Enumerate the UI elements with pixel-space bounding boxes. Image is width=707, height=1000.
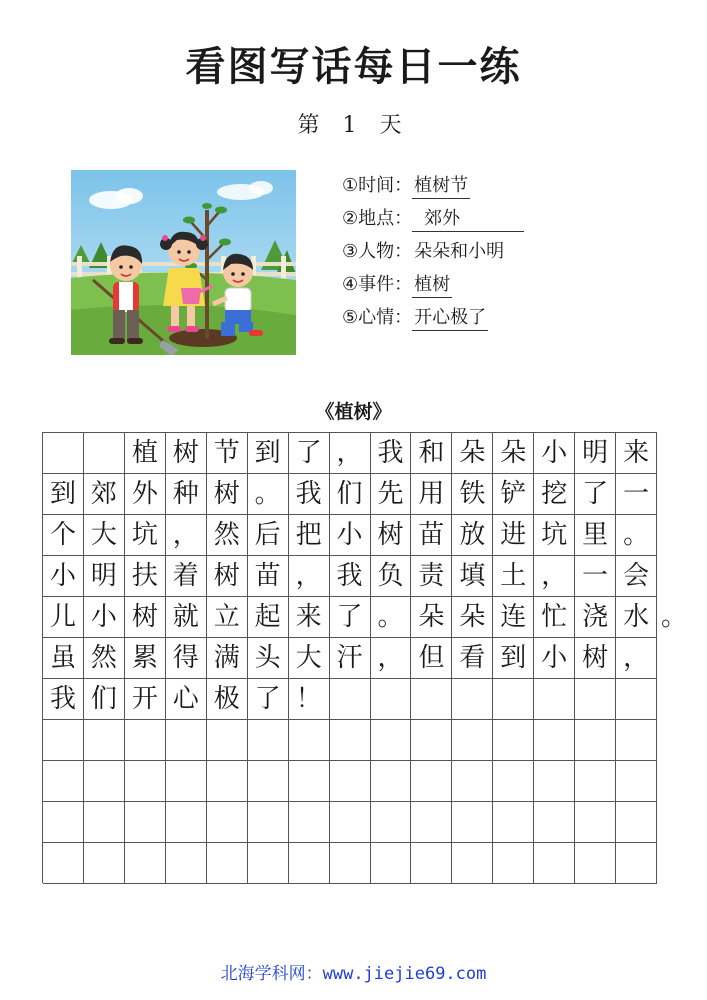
grid-cell: 得	[166, 638, 207, 679]
grid-cell	[534, 720, 575, 761]
grid-cell: 来	[289, 597, 330, 638]
grid-cell	[411, 802, 452, 843]
grid-cell	[575, 720, 616, 761]
grid-cell: 把	[289, 515, 330, 556]
grid-cell: 心	[166, 679, 207, 720]
grid-cell: 我	[289, 474, 330, 515]
grid-cell: 我	[330, 556, 371, 597]
grid-cell	[125, 802, 166, 843]
grid-cell	[411, 843, 452, 884]
grid-cell	[411, 720, 452, 761]
grid-cell	[248, 843, 289, 884]
grid-cell: 着	[166, 556, 207, 597]
grid-cell	[43, 433, 84, 474]
grid-cell	[166, 761, 207, 802]
grid-cell	[248, 761, 289, 802]
grid-cell	[43, 843, 84, 884]
grid-cell: ，	[371, 638, 412, 679]
grid-cell: 忙	[534, 597, 575, 638]
info-label: ⑤心情：	[342, 307, 413, 328]
grid-cell: 立	[207, 597, 248, 638]
grid-cell	[534, 679, 575, 720]
grid-cell: 朵	[452, 433, 493, 474]
grid-cell: 。	[248, 474, 289, 515]
grid-cell: 了	[248, 679, 289, 720]
grid-cell: 负	[371, 556, 412, 597]
footer-site-name: 北海学科网：	[220, 964, 323, 984]
grid-cell: 个	[43, 515, 84, 556]
grid-cell: 水	[616, 597, 657, 638]
grid-cell	[493, 843, 534, 884]
grid-cell: 来	[616, 433, 657, 474]
grid-cell: 和	[411, 433, 452, 474]
grid-row	[43, 638, 657, 679]
grid-cell	[452, 843, 493, 884]
grid-cell: ，	[534, 556, 575, 597]
grid-cell: 土	[493, 556, 534, 597]
grid-cell: 一	[575, 556, 616, 597]
grid-cell: 树	[207, 474, 248, 515]
essay-title: 《植树》	[315, 401, 392, 423]
grid-cell: 小	[330, 515, 371, 556]
grid-cell	[207, 761, 248, 802]
info-value: 植树节	[412, 174, 470, 199]
grid-cell: 用	[411, 474, 452, 515]
grid-cell: 极	[207, 679, 248, 720]
grid-cell: 扶	[125, 556, 166, 597]
grid-cell: 外	[125, 474, 166, 515]
overflow-punctuation: 。	[661, 602, 688, 632]
grid-row	[43, 802, 657, 843]
grid-cell	[493, 720, 534, 761]
grid-cell: 朵	[452, 597, 493, 638]
grid-cell	[371, 679, 412, 720]
grid-cell: 然	[84, 638, 125, 679]
grid-cell	[43, 720, 84, 761]
day-label: 第 1 天	[297, 113, 410, 138]
grid-cell: 铲	[493, 474, 534, 515]
grid-cell: 挖	[534, 474, 575, 515]
grid-cell: 大	[84, 515, 125, 556]
grid-cell	[84, 802, 125, 843]
grid-cell: 树	[371, 515, 412, 556]
grid-cell: 苗	[248, 556, 289, 597]
info-value: 开心极了	[412, 306, 488, 331]
grid-cell: 。	[371, 597, 412, 638]
grid-cell: 后	[248, 515, 289, 556]
grid-cell	[575, 761, 616, 802]
grid-cell: 朵	[411, 597, 452, 638]
grid-cell: ，	[289, 556, 330, 597]
grid-cell	[452, 802, 493, 843]
grid-cell: 们	[330, 474, 371, 515]
grid-cell	[452, 761, 493, 802]
grid-cell: 我	[43, 679, 84, 720]
grid-cell: 连	[493, 597, 534, 638]
grid-cell: 小	[534, 433, 575, 474]
grid-row	[43, 433, 657, 474]
grid-cell: 儿	[43, 597, 84, 638]
grid-cell: 们	[84, 679, 125, 720]
info-time	[342, 171, 582, 204]
grid-cell: 一	[616, 474, 657, 515]
grid-cell	[166, 720, 207, 761]
grid-cell	[371, 843, 412, 884]
grid-row	[43, 679, 657, 720]
grid-cell	[616, 720, 657, 761]
grid-cell	[84, 720, 125, 761]
grid-cell	[534, 802, 575, 843]
grid-cell	[289, 843, 330, 884]
grid-cell	[493, 802, 534, 843]
grid-cell	[534, 761, 575, 802]
grid-cell: 浇	[575, 597, 616, 638]
grid-cell: ，	[330, 433, 371, 474]
grid-row	[43, 720, 657, 761]
writing-grid	[42, 432, 657, 883]
grid-row	[43, 556, 657, 597]
grid-cell	[371, 802, 412, 843]
grid-cell: 看	[452, 638, 493, 679]
grid-cell	[43, 802, 84, 843]
grid-cell	[43, 761, 84, 802]
grid-cell	[575, 679, 616, 720]
grid-cell	[289, 802, 330, 843]
grid-cell	[166, 843, 207, 884]
grid-cell: 到	[248, 433, 289, 474]
grid-cell: 进	[493, 515, 534, 556]
grid-cell: 铁	[452, 474, 493, 515]
grid-cell: ，	[616, 638, 657, 679]
grid-cell: 到	[43, 474, 84, 515]
grid-cell: 里	[575, 515, 616, 556]
grid-cell	[207, 802, 248, 843]
worksheet-title: 看图写话每日一练	[185, 43, 522, 90]
grid-cell: 树	[125, 597, 166, 638]
grid-cell	[330, 802, 371, 843]
grid-cell: 责	[411, 556, 452, 597]
tree-planting-scene-icon	[71, 170, 296, 355]
grid-cell	[493, 761, 534, 802]
grid-cell: 节	[207, 433, 248, 474]
grid-cell	[289, 761, 330, 802]
info-label: ①时间：	[342, 175, 413, 196]
grid-cell: ！	[289, 679, 330, 720]
grid-cell	[330, 720, 371, 761]
grid-row	[43, 761, 657, 802]
info-value: 植树	[412, 273, 452, 298]
grid-cell	[452, 720, 493, 761]
grid-cell: 了	[330, 597, 371, 638]
grid-cell	[248, 802, 289, 843]
grid-cell: 郊	[84, 474, 125, 515]
grid-cell	[371, 720, 412, 761]
footer	[0, 962, 707, 986]
grid-row	[43, 474, 657, 515]
grid-cell	[84, 433, 125, 474]
grid-cell	[84, 843, 125, 884]
grid-cell	[411, 761, 452, 802]
grid-row	[43, 597, 657, 638]
grid-cell: 然	[207, 515, 248, 556]
grid-cell: 开	[125, 679, 166, 720]
grid-cell	[371, 761, 412, 802]
grid-cell	[575, 843, 616, 884]
grid-cell	[330, 679, 371, 720]
grid-cell: 会	[616, 556, 657, 597]
grid-cell: 了	[575, 474, 616, 515]
grid-cell: 虽	[43, 638, 84, 679]
grid-cell: 放	[452, 515, 493, 556]
info-label: ④事件：	[342, 274, 413, 295]
grid-cell	[207, 843, 248, 884]
grid-cell: ，	[166, 515, 207, 556]
info-people	[342, 237, 582, 270]
grid-cell: 苗	[411, 515, 452, 556]
grid-cell	[248, 720, 289, 761]
grid-cell: 树	[166, 433, 207, 474]
grid-cell: 坑	[534, 515, 575, 556]
grid-cell: 小	[84, 597, 125, 638]
grid-cell	[493, 679, 534, 720]
grid-cell	[125, 720, 166, 761]
grid-cell	[411, 679, 452, 720]
info-value: 朵朵和小明	[414, 241, 505, 262]
grid-cell	[125, 843, 166, 884]
grid-cell	[166, 802, 207, 843]
info-mood	[342, 303, 582, 336]
grid-cell: 我	[371, 433, 412, 474]
grid-cell: 先	[371, 474, 412, 515]
grid-cell: 就	[166, 597, 207, 638]
grid-cell	[330, 843, 371, 884]
grid-cell	[125, 761, 166, 802]
grid-cell: 树	[207, 556, 248, 597]
grid-cell: 小	[534, 638, 575, 679]
grid-cell: 起	[248, 597, 289, 638]
grid-cell	[452, 679, 493, 720]
grid-cell: 小	[43, 556, 84, 597]
grid-cell: 明	[84, 556, 125, 597]
grid-cell: 了	[289, 433, 330, 474]
grid-cell: 到	[493, 638, 534, 679]
grid-cell: 坑	[125, 515, 166, 556]
grid-cell: 朵	[493, 433, 534, 474]
info-label: ③人物：	[342, 241, 413, 262]
story-elements	[342, 171, 582, 336]
info-value: 郊外	[412, 207, 524, 232]
grid-cell	[84, 761, 125, 802]
grid-cell	[534, 843, 575, 884]
grid-cell: 累	[125, 638, 166, 679]
grid-cell: 但	[411, 638, 452, 679]
grid-row	[43, 515, 657, 556]
grid-cell: 汗	[330, 638, 371, 679]
info-place	[342, 204, 582, 237]
grid-cell: 满	[207, 638, 248, 679]
grid-cell: 明	[575, 433, 616, 474]
grid-cell: 头	[248, 638, 289, 679]
grid-cell: 大	[289, 638, 330, 679]
grid-cell	[330, 761, 371, 802]
grid-cell	[289, 720, 330, 761]
grid-cell: 种	[166, 474, 207, 515]
footer-url[interactable]: www.jiejie69.com	[322, 964, 487, 984]
grid-cell	[207, 720, 248, 761]
grid-cell	[616, 802, 657, 843]
grid-cell	[575, 802, 616, 843]
grid-cell: 植	[125, 433, 166, 474]
grid-cell: 。	[616, 515, 657, 556]
grid-cell: 填	[452, 556, 493, 597]
grid-cell	[616, 843, 657, 884]
info-label: ②地点：	[342, 208, 413, 229]
grid-row	[43, 843, 657, 884]
info-event	[342, 270, 582, 303]
grid-cell: 树	[575, 638, 616, 679]
grid-cell	[616, 679, 657, 720]
grid-cell	[616, 761, 657, 802]
